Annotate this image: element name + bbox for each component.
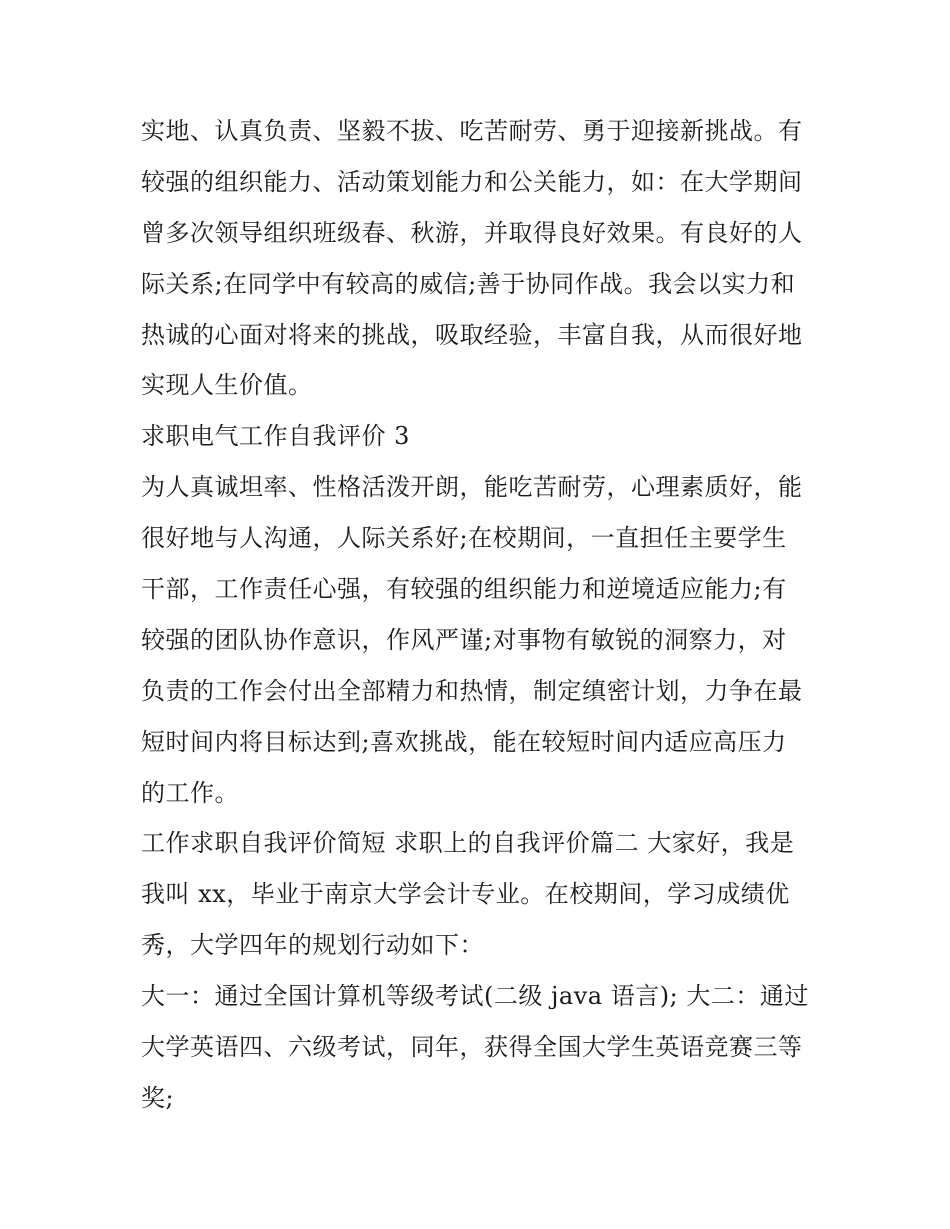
- text-line: 秀，大学四年的规划行动如下：: [141, 931, 484, 960]
- text-line: 为人真诚坦率、性格活泼开朗，能吃苦耐劳，心理素质好，能: [141, 473, 803, 502]
- text-line: 负责的工作会付出全部精力和热情，制定缜密计划，力争在最: [141, 676, 803, 705]
- text-line: 短时间内将目标达到;喜欢挑战，能在较短时间内适应高压力: [141, 727, 787, 756]
- text-line: 大一：通过全国计算机等级考试(二级 java 语言); 大二：通过: [141, 982, 809, 1011]
- text-line: 的工作。: [141, 778, 239, 807]
- text-line: 工作求职自我评价简短 求职上的自我评价篇二 大家好，我是: [141, 829, 795, 858]
- text-line: 实地、认真负责、坚毅不拔、吃苦耐劳、勇于迎接新挑战。有: [141, 117, 803, 145]
- text-line: 曾多次领导组织班级春、秋游，并取得良好效果。有良好的人: [141, 218, 803, 247]
- text-line: 实现人生价值。: [141, 371, 313, 400]
- text-line: 很好地与人沟通，人际关系好;在校期间，一直担任主要学生: [141, 524, 787, 553]
- text-line: 际关系;在同学中有较高的威信;善于协同作战。我会以实力和: [141, 269, 796, 298]
- text-line: 大学英语四、六级考试，同年，获得全国大学生英语竞赛三等: [141, 1033, 803, 1062]
- text-line: 我叫 xx，毕业于南京大学会计专业。在校期间，学习成绩优: [141, 880, 790, 909]
- text-line: 干部，工作责任心强，有较强的组织能力和逆境适应能力;有: [141, 575, 787, 604]
- section-heading: 求职电气工作自我评价 3: [141, 422, 410, 451]
- text-line: 较强的团队协作意识，作风严谨;对事物有敏锐的洞察力，对: [141, 625, 787, 654]
- document-body: [141, 106, 821, 1124]
- text-line: 较强的组织能力、活动策划能力和公关能力，如：在大学期间: [141, 167, 803, 196]
- text-line: 奖;: [141, 1083, 175, 1112]
- text-line: 热诚的心面对将来的挑战，吸取经验，丰富自我，从而很好地: [141, 320, 803, 349]
